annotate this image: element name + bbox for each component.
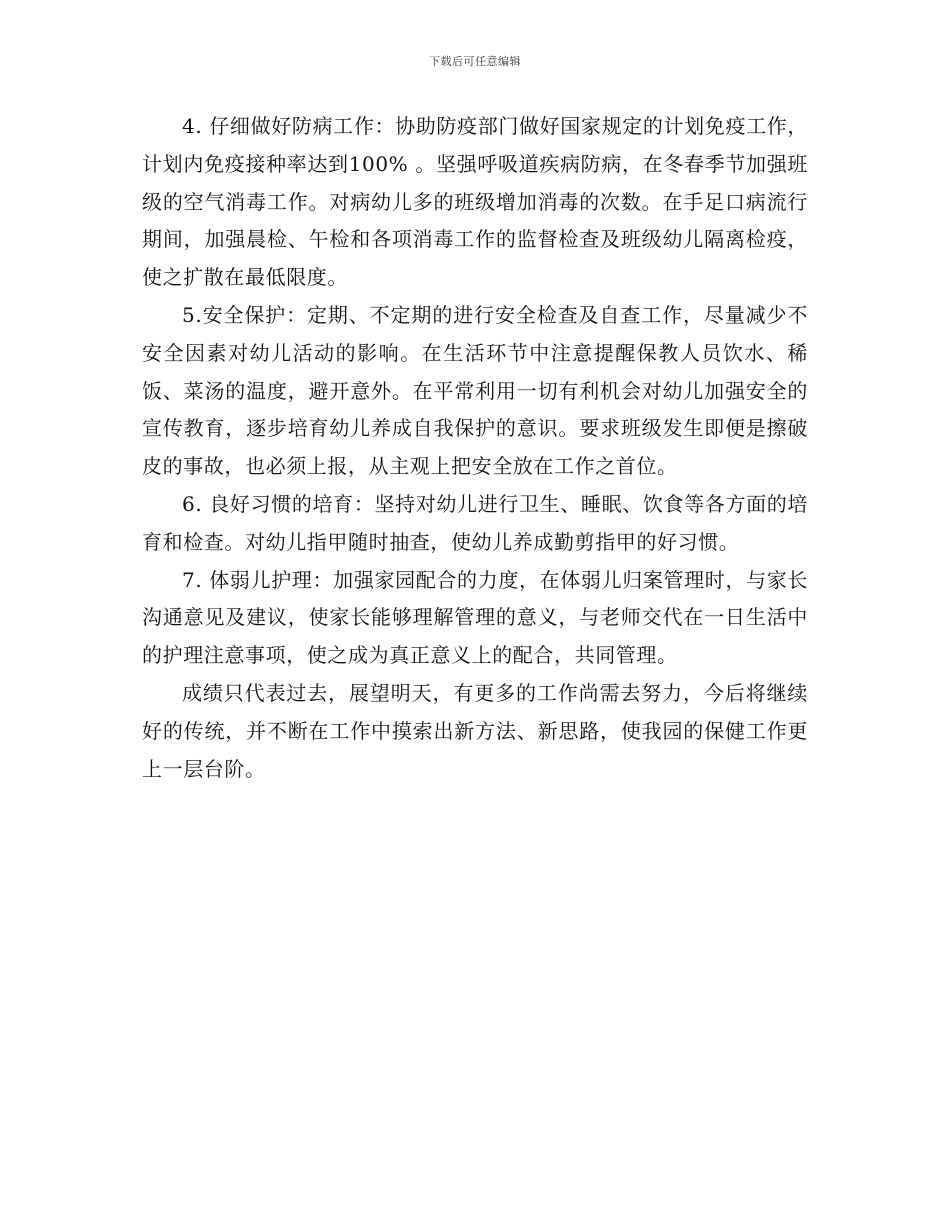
page-header: 下载后可任意编辑 bbox=[429, 55, 521, 68]
document-body bbox=[142, 108, 808, 788]
paragraph-safety-protection: 5.安全保护：定期、不定期的进行安全检查及自查工作，尽量减少不安全因素对幼儿活动的影响。在生活环节中注意提醒保教人员饮水、稀饭、菜汤的温度，避开意外。在平常利用一切有利机会对幼儿加强安全的宣传教育，逐步培育幼儿养成自我保护的意识。要求班级发生即便是擦破皮的事故，也必须上报，从主观上把安全放在工作之首位。 bbox=[142, 302, 808, 479]
paragraph-conclusion: 成绩只代表过去，展望明天，有更多的工作尚需去努力，今后将继续好的传统，并不断在工作中摸索出新方法、新思路，使我园的保健工作更上一层台阶。 bbox=[142, 680, 808, 781]
paragraph-good-habits: 6. 良好习惯的培育：坚持对幼儿进行卫生、睡眠、饮食等各方面的培育和检查。对幼儿指甲随时抽查，使幼儿养成勤剪指甲的好习惯。 bbox=[142, 491, 808, 554]
paragraph-disease-prevention: 4. 仔细做好防病工作：协助防疫部门做好国家规定的计划免疫工作，计划内免疫接种率达到100% 。坚强呼吸道疾病防病，在冬春季节加强班级的空气消毒工作。对病幼儿多的班级增加消毒的次数。在手足口病流行期间，加强晨检、午检和各项消毒工作的监督检查及班级幼儿隔离检疫，使之扩散在最低限度。 bbox=[142, 114, 808, 290]
paragraph-weak-child-care: 7. 体弱儿护理：加强家园配合的力度，在体弱儿归案管理时，与家长沟通意见及建议，使家长能够理解管理的意义，与老师交代在一日生活中的护理注意事项，使之成为真正意义上的配合，共同管理。 bbox=[142, 567, 808, 668]
